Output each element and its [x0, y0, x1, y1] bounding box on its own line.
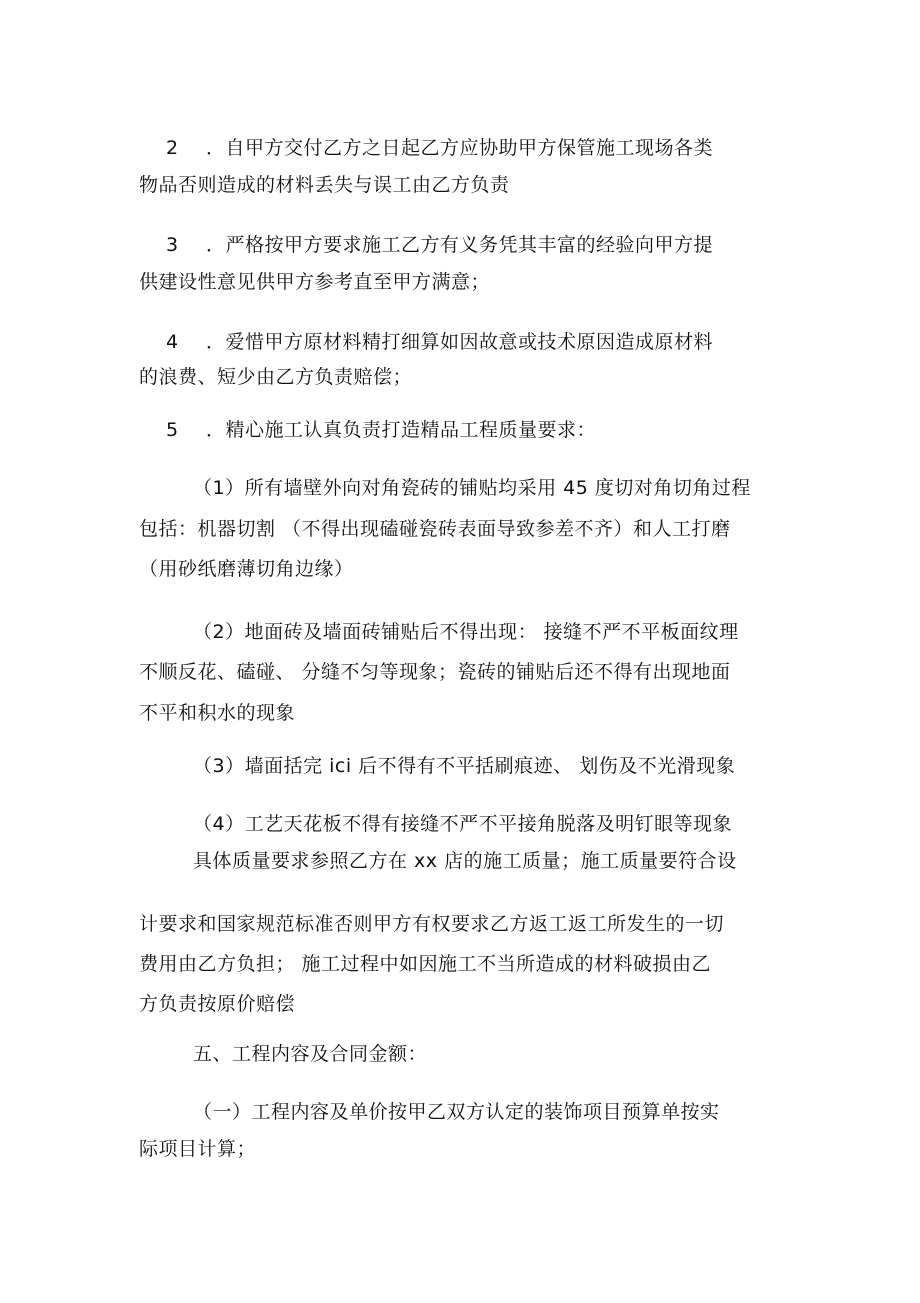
item-5-line-1 [166, 418, 596, 442]
sub-1-line-3: （用砂纸磨薄切角边缘） [139, 558, 354, 580]
sub-4-line-1: （4）工艺天花板不得有接缝不严不平接角脱落及明钉眼等现象 [193, 813, 733, 835]
sub-1-line-2: 包括：机器切割 （不得出现磕碰瓷砖表面导致参差不齐）和人工打磨 [139, 518, 731, 540]
sub-1-line-1: （1）所有墙壁外向对角瓷砖的铺贴均采用 45 度切对角切角过程 [193, 477, 751, 499]
item-number: 4 [166, 331, 179, 353]
sub-3-line-1: （3）墙面括完 ici 后不得有不平括刷痕迹、 划伤及不光滑现象 [193, 755, 736, 777]
item-number: 2 [166, 137, 179, 159]
item-text: ．自甲方交付乙方之日起乙方应协助甲方保管施工现场各类 [206, 137, 714, 159]
item-3-line-1 [166, 233, 713, 257]
item-4-line-2: 的浪费、短少由乙方负责赔偿； [139, 366, 413, 388]
quality-line-4: 方负责按原价赔偿 [139, 993, 296, 1015]
sub-2-line-1: （2）地面砖及墙面砖铺贴后不得出现： 接缝不严不平板面纹理 [193, 621, 739, 643]
section-5-1-line-2: 际项目计算； [139, 1138, 257, 1160]
item-4-line-1 [166, 330, 713, 354]
quality-line-1: 具体质量要求参照乙方在 xx 店的施工质量；施工质量要符合设 [193, 850, 737, 872]
item-text: ．严格按甲方要求施工乙方有义务凭其丰富的经验向甲方提 [206, 234, 714, 256]
item-text: ．精心施工认真负责打造精品工程质量要求： [206, 419, 597, 441]
sub-2-line-3: 不平和积水的现象 [139, 702, 296, 724]
item-2-line-2: 物品否则造成的材料丢失与误工由乙方负责 [139, 174, 510, 196]
section-5-1-line-1: （一）工程内容及单价按甲乙双方认定的装饰项目预算单按实 [193, 1101, 720, 1123]
item-number: 5 [166, 419, 179, 441]
item-2-line-1 [166, 136, 713, 160]
item-text: ．爱惜甲方原材料精打细算如因故意或技术原因造成原材料 [206, 331, 714, 353]
sub-2-line-2: 不顺反花、磕碰、 分缝不匀等现象；瓷砖的铺贴后还不得有出现地面 [139, 661, 731, 683]
quality-line-2: 计要求和国家规范标准否则甲方有权要求乙方返工返工所发生的一切 [139, 913, 725, 935]
section-5-heading: 五、工程内容及合同金额： [193, 1043, 428, 1065]
quality-line-3: 费用由乙方负担； 施工过程中如因施工不当所造成的材料破损由乙 [139, 953, 712, 975]
item-3-line-2: 供建设性意见供甲方参考直至甲方满意； [139, 271, 491, 293]
item-number: 3 [166, 234, 179, 256]
